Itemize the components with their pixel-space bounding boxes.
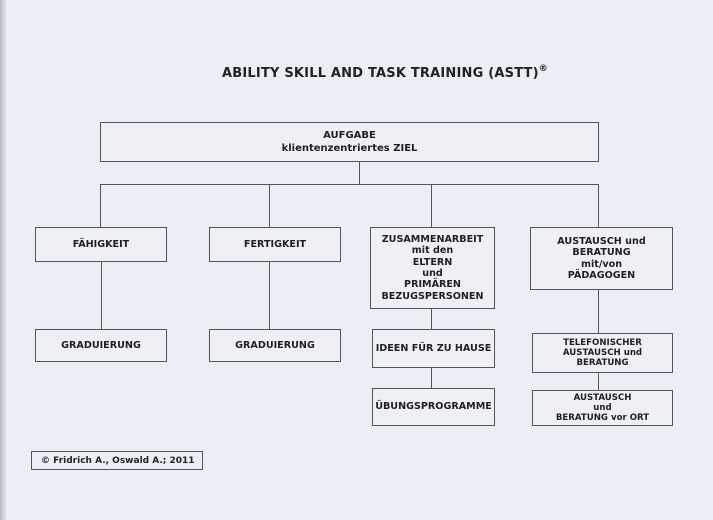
educator-exchange-line-4: PÄDAGOGEN [567, 269, 636, 281]
phone-exchange-box [532, 333, 673, 373]
onsite-exchange-box [532, 390, 673, 426]
ability-grading-label: GRADUIERUNG [61, 339, 141, 351]
title-text: ABILITY SKILL AND TASK TRAINING (ASTT) [222, 66, 539, 81]
skill-grading-box [209, 329, 341, 362]
copyright-box [31, 451, 203, 470]
diagram-title [175, 66, 595, 81]
parent-cooperation-line-5: PRIMÄREN [404, 279, 461, 291]
parent-cooperation-line-2: mit den [411, 245, 454, 257]
skill-box [209, 227, 341, 262]
onsite-exchange-line-3: BERATUNG vor ORT [555, 413, 650, 424]
phone-exchange-line-2: AUSTAUSCH und [562, 347, 643, 358]
ability-grading-box [35, 329, 167, 362]
connector-branch-1 [100, 184, 101, 227]
connector-phone-down [598, 373, 599, 390]
skill-grading-label: GRADUIERUNG [235, 339, 315, 351]
parent-cooperation-line-6: BEZUGSPERSONEN [381, 290, 484, 302]
phone-exchange-line-1: TELEFONISCHER [563, 337, 642, 348]
educator-exchange-box [530, 227, 673, 290]
connector-branch-3 [431, 184, 432, 227]
ability-box [35, 227, 167, 262]
parent-cooperation-line-1: ZUSAMMENARBEIT [381, 234, 484, 246]
connector-branch-4 [598, 184, 599, 227]
connector-home-ideas-down [431, 368, 432, 388]
skill-label: FERTIGKEIT [243, 238, 307, 250]
connector-ability-down [101, 262, 102, 329]
connector-branch-2 [269, 184, 270, 227]
onsite-exchange-line-1: AUSTAUSCH [573, 392, 632, 403]
registered-mark: ® [538, 64, 548, 74]
home-ideas-box [372, 329, 495, 368]
connector-skill-down [269, 262, 270, 329]
copyright-text: © Fridrich A., Oswald A.; 2011 [41, 455, 195, 466]
ability-label: FÄHIGKEIT [72, 238, 130, 250]
exercise-programs-label: ÜBUNGSPROGRAMME [375, 401, 492, 413]
educator-exchange-line-2: BERATUNG [572, 247, 631, 259]
parent-cooperation-box [370, 227, 495, 309]
onsite-exchange-line-2: und [593, 402, 612, 413]
task-goal-box [100, 122, 599, 162]
parent-cooperation-line-4: und [422, 268, 443, 279]
goal-label: klientenzentriertes ZIEL [281, 143, 418, 154]
connector-branch-bar [100, 184, 599, 185]
connector-educator-down [598, 290, 599, 333]
task-label: AUFGABE [323, 129, 376, 141]
educator-exchange-line-1: AUSTAUSCH und [557, 235, 646, 247]
home-ideas-label: IDEEN FÜR ZU HAUSE [375, 342, 492, 354]
scan-edge [0, 0, 6, 520]
phone-exchange-line-3: BERATUNG [576, 358, 629, 369]
exercise-programs-box [372, 388, 495, 426]
connector-parent-down [431, 309, 432, 329]
parent-cooperation-line-3: ELTERN [412, 256, 453, 268]
connector-top-stem [359, 162, 360, 184]
educator-exchange-line-3: mit/von [580, 258, 623, 270]
